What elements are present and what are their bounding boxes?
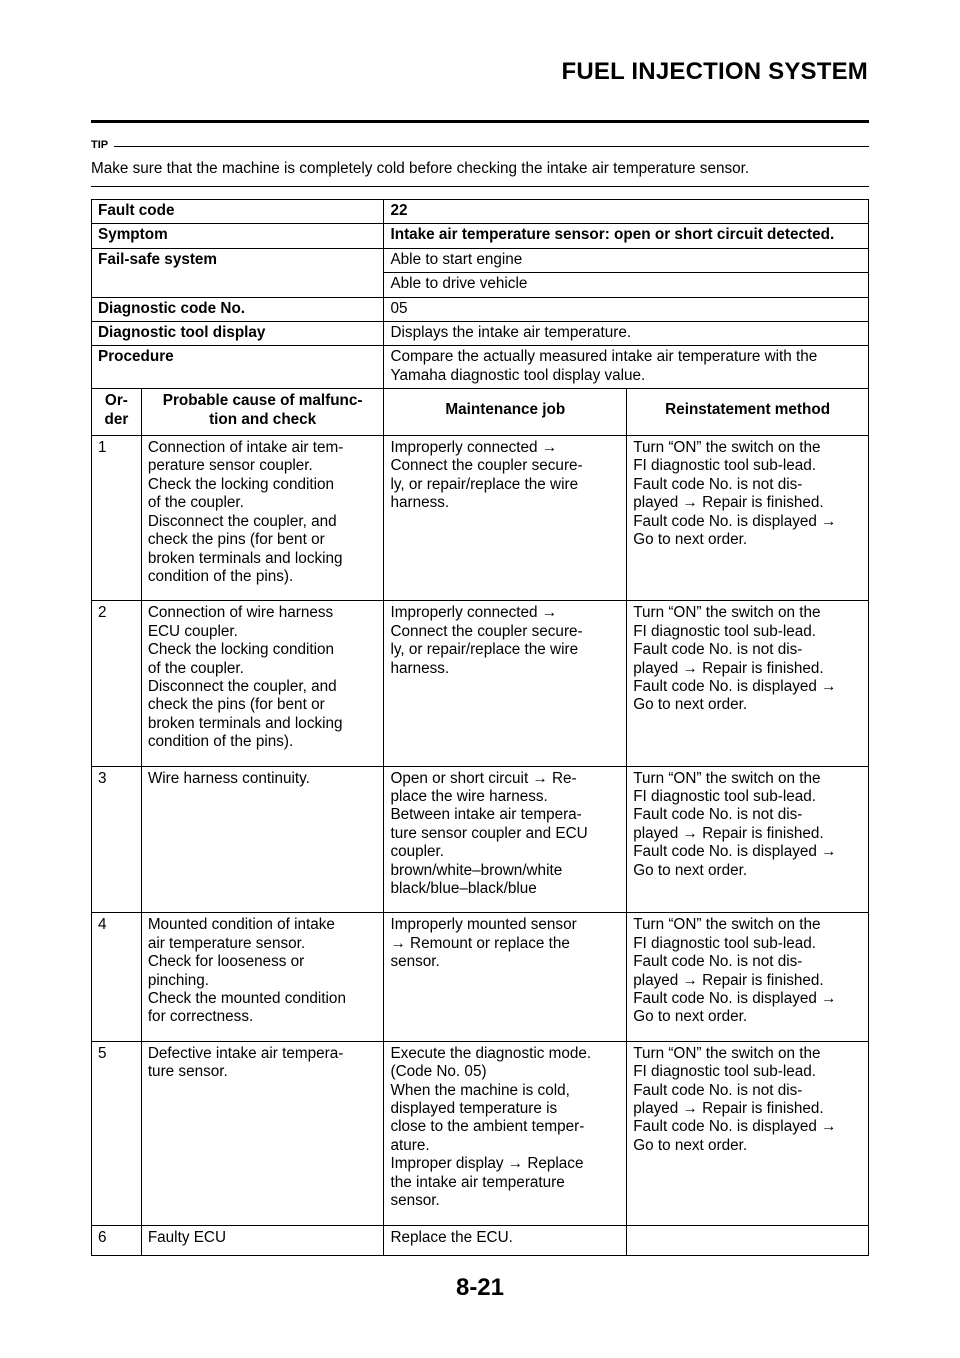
step-order: 3 — [92, 766, 142, 913]
step-reinstate-line: Fault code No. is not dis- — [633, 475, 803, 493]
tip-text: Make sure that the machine is completely cold before checking the intake air temperature sensor. — [91, 160, 750, 177]
table-row — [92, 913, 869, 1041]
step-reinstate-line: played → Repair is finished. — [633, 659, 824, 677]
step-cause — [141, 1041, 384, 1225]
step-reinstate-line: Go to next order. — [633, 861, 748, 879]
step-reinstate-line: Fault code No. is displayed → — [633, 1118, 837, 1136]
column-header-order — [92, 389, 142, 436]
step-reinstate — [627, 766, 869, 913]
step-job — [384, 601, 627, 766]
step-reinstate-line: Turn “ON” the switch on the — [633, 439, 821, 457]
diag-code-value: 05 — [384, 297, 869, 321]
step-reinstate-line: Go to next order. — [633, 696, 748, 714]
step-job-line: Between intake air tempera- — [390, 806, 582, 824]
step-reinstate-line: played → Repair is finished. — [633, 971, 824, 989]
table-row — [92, 601, 869, 766]
step-reinstate-line: Fault code No. is not dis- — [633, 1081, 803, 1099]
step-job-line: ture sensor coupler and ECU — [390, 824, 588, 842]
step-cause-line: ECU coupler. — [147, 622, 238, 640]
procedure-label: Procedure — [92, 346, 384, 389]
procedure-line: Compare the actually measured intake air temperature with the — [390, 348, 818, 366]
step-cause-line: Check the locking condition — [147, 641, 335, 659]
step-cause-line: Check the locking condition — [147, 475, 335, 493]
symptom-row — [92, 224, 869, 248]
step-cause-line: Connection of wire harness — [147, 604, 334, 622]
step-cause-line: Mounted condition of intake — [147, 916, 335, 934]
step-cause-line: ture sensor. — [147, 1063, 228, 1081]
step-cause-line: Disconnect the coupler, and — [147, 512, 337, 530]
tip-label: TIP — [91, 139, 109, 151]
step-reinstate — [627, 1225, 869, 1255]
step-job-line: sensor. — [390, 1192, 440, 1210]
step-cause-line: air temperature sensor. — [147, 934, 306, 952]
failsafe-label: Fail-safe system — [92, 248, 384, 297]
step-job-line: Open or short circuit → Re- — [390, 769, 577, 787]
step-reinstate-line: played → Repair is finished. — [633, 494, 824, 512]
step-job-line: When the machine is cold, — [390, 1081, 570, 1099]
step-cause-line: Wire harness continuity. — [147, 769, 310, 787]
fault-code-label: Fault code — [92, 200, 384, 224]
steps-body — [92, 436, 869, 1256]
step-job-line: close to the ambient temper- — [390, 1118, 585, 1136]
step-reinstate-line: Fault code No. is not dis- — [633, 953, 803, 971]
symptom-label: Symptom — [92, 224, 384, 248]
step-cause — [141, 601, 384, 766]
step-reinstate — [627, 601, 869, 766]
step-reinstate-line: Turn “ON” the switch on the — [633, 604, 821, 622]
procedure-row — [92, 346, 869, 389]
step-reinstate — [627, 436, 869, 601]
step-job-line: ly, or repair/replace the wire — [390, 475, 579, 493]
column-header-job: Maintenance job — [384, 389, 627, 436]
step-reinstate-line: played → Repair is finished. — [633, 1100, 824, 1118]
tool-display-row — [92, 322, 869, 346]
step-cause-line: condition of the pins). — [147, 733, 294, 751]
step-reinstate-line: Fault code No. is not dis- — [633, 806, 803, 824]
table-row — [92, 766, 869, 913]
step-reinstate-line: played → Repair is finished. — [633, 824, 824, 842]
step-reinstate — [627, 1041, 869, 1225]
step-cause-line: broken terminals and locking — [147, 714, 343, 732]
procedure-line: Yamaha diagnostic tool display value. — [390, 366, 646, 384]
step-job-line: ly, or repair/replace the wire — [390, 641, 579, 659]
column-header-cause-line: tion and check — [209, 410, 317, 428]
step-cause-line: check the pins (for bent or — [147, 696, 325, 714]
step-job-line: Improperly connected → — [390, 439, 558, 457]
step-job-line: Improperly mounted sensor — [390, 916, 577, 934]
step-order: 6 — [92, 1225, 142, 1255]
failsafe-value: Able to drive vehicle — [384, 273, 869, 297]
step-order: 5 — [92, 1041, 142, 1225]
tip-bottom-rule — [91, 186, 869, 187]
step-job — [384, 1225, 627, 1255]
step-cause-line: Defective intake air tempera- — [147, 1044, 344, 1062]
step-cause-line: of the coupler. — [147, 659, 244, 677]
step-job-line: harness. — [390, 494, 450, 512]
step-reinstate-line: FI diagnostic tool sub-lead. — [633, 1063, 817, 1081]
step-job-line: sensor. — [390, 953, 440, 971]
table-row — [92, 436, 869, 601]
step-job-line: harness. — [390, 659, 450, 677]
step-reinstate-line: Go to next order. — [633, 1008, 748, 1026]
step-job-line: ature. — [390, 1136, 430, 1154]
step-cause-line: pinching. — [147, 971, 210, 989]
step-job — [384, 1041, 627, 1225]
step-reinstate-line: Turn “ON” the switch on the — [633, 916, 821, 934]
tip-box — [91, 139, 869, 187]
page-number: 8-21 — [455, 1274, 505, 1301]
symptom-value: Intake air temperature sensor: open or short circuit detected. — [384, 224, 869, 248]
step-job-line: brown/white–brown/white — [390, 861, 563, 879]
step-job-line: Improperly connected → — [390, 604, 558, 622]
failsafe-value: Able to start engine — [384, 248, 869, 272]
step-job-line: → Remount or replace the — [390, 934, 570, 952]
column-header-order-line: der — [104, 410, 129, 428]
table-row — [92, 1225, 869, 1255]
step-order: 4 — [92, 913, 142, 1041]
step-order: 2 — [92, 601, 142, 766]
step-reinstate-line: Fault code No. is displayed → — [633, 990, 837, 1008]
step-job-line: Replace the ECU. — [390, 1228, 513, 1246]
column-header-cause — [141, 389, 384, 436]
step-cause-line: Disconnect the coupler, and — [147, 677, 337, 695]
column-header-cause-line: Probable cause of malfunc- — [162, 392, 363, 410]
step-cause — [141, 1225, 384, 1255]
fault-code-table — [91, 199, 869, 1256]
step-reinstate-line: Go to next order. — [633, 531, 748, 549]
step-job — [384, 766, 627, 913]
tip-divider — [114, 146, 869, 147]
step-job — [384, 436, 627, 601]
step-cause-line: perature sensor coupler. — [147, 457, 313, 475]
step-reinstate-line: FI diagnostic tool sub-lead. — [633, 934, 817, 952]
step-job-line: black/blue–black/blue — [390, 880, 537, 897]
step-cause-line: Faulty ECU — [147, 1228, 227, 1246]
fault-code-value: 22 — [384, 200, 869, 224]
step-cause-line: for correctness. — [147, 1008, 254, 1026]
step-cause-line: Check for looseness or — [147, 953, 305, 971]
step-reinstate — [627, 913, 869, 1041]
failsafe-row — [92, 248, 869, 272]
step-cause-line: of the coupler. — [147, 494, 244, 512]
step-reinstate-line: Fault code No. is displayed → — [633, 677, 837, 695]
column-header-order-line: Or- — [104, 392, 128, 410]
procedure-value — [384, 346, 869, 389]
diag-code-label: Diagnostic code No. — [92, 297, 384, 321]
step-reinstate-line: FI diagnostic tool sub-lead. — [633, 787, 817, 805]
step-job-line: place the wire harness. — [390, 787, 548, 805]
step-reinstate-line: FI diagnostic tool sub-lead. — [633, 622, 817, 640]
step-reinstate-line: Turn “ON” the switch on the — [633, 1044, 821, 1062]
step-job-line: Connect the coupler secure- — [390, 622, 583, 640]
tool-display-label: Diagnostic tool display — [92, 322, 384, 346]
step-job-line: Connect the coupler secure- — [390, 457, 583, 475]
step-cause — [141, 436, 384, 601]
header-rule — [91, 120, 869, 123]
step-reinstate-line: Fault code No. is displayed → — [633, 512, 837, 530]
step-cause — [141, 913, 384, 1041]
step-job-line: Improper display → Replace — [390, 1155, 584, 1173]
step-job-line: coupler. — [390, 843, 445, 861]
step-reinstate-line: Go to next order. — [633, 1136, 748, 1154]
step-job-line: the intake air temperature — [390, 1173, 565, 1191]
step-job — [384, 913, 627, 1041]
table-row — [92, 1041, 869, 1225]
column-header-row — [92, 389, 869, 436]
tool-display-value: Displays the intake air temperature. — [384, 322, 869, 346]
fault-code-row — [92, 200, 869, 224]
step-cause-line: Connection of intake air tem- — [147, 439, 344, 457]
step-job-line: displayed temperature is — [390, 1100, 558, 1118]
step-order: 1 — [92, 436, 142, 601]
step-reinstate-line: Fault code No. is displayed → — [633, 843, 837, 861]
diag-code-row — [92, 297, 869, 321]
column-header-reinstate: Reinstatement method — [627, 389, 869, 436]
step-cause-line: Check the mounted condition — [147, 990, 346, 1008]
step-cause — [141, 766, 384, 913]
step-job-line: (Code No. 05) — [390, 1063, 487, 1081]
step-cause-line: condition of the pins). — [147, 567, 294, 585]
step-reinstate-line: Fault code No. is not dis- — [633, 641, 803, 659]
page-title: FUEL INJECTION SYSTEM — [561, 58, 868, 85]
step-reinstate-line: Turn “ON” the switch on the — [633, 769, 821, 787]
step-reinstate-line: FI diagnostic tool sub-lead. — [633, 457, 817, 475]
step-cause-line: broken terminals and locking — [147, 549, 343, 567]
step-cause-line: check the pins (for bent or — [147, 531, 325, 549]
step-job-line: Execute the diagnostic mode. — [390, 1044, 592, 1062]
